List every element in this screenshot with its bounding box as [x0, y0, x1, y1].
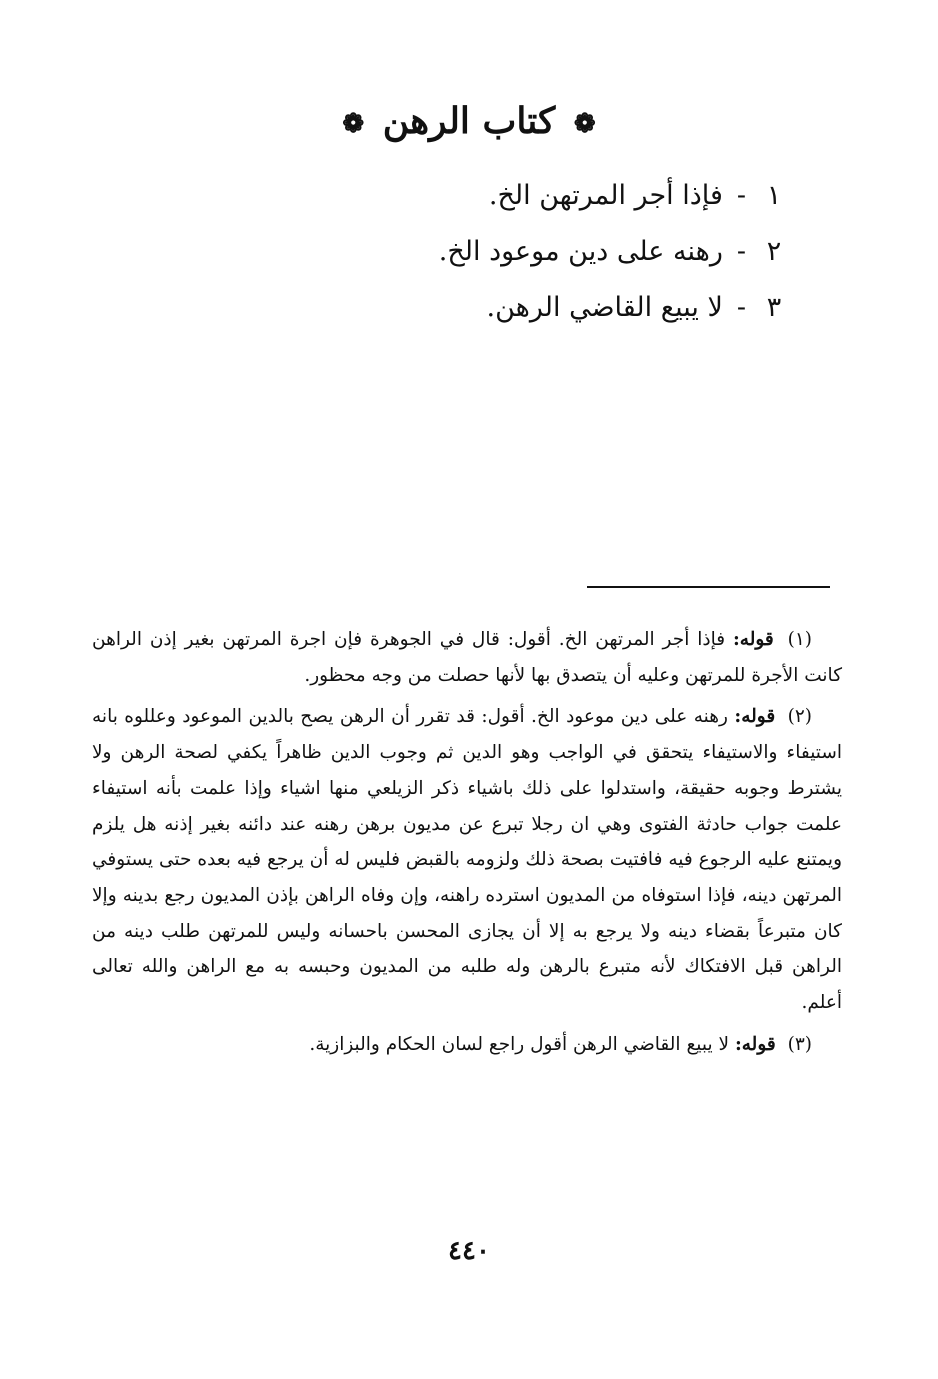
footnote-separator [587, 586, 830, 588]
chapter-title [0, 100, 938, 142]
footnote-number: (٣) [787, 1033, 812, 1055]
ornament-right-icon: ❁ [573, 109, 596, 139]
footnote-text: رهنه على دين موعود الخ. أقول: قد تقرر أن الرهن يصح بالدين الموعود وعللوه بانه استيفاء والاستيفاء يتحقق في الواجب وهو الدين ثم وجوب الدين ظاهراً يكفي لصحة الرهن ولا يشترط وجوبه حقيقة، واستدلوا على ذلك باشياء ذكر الزيلعي منها اشياء وإذا علمت بأنه استيفاء علمت جواب حادثة الفتوى وهي ان رجلا تبرع عن مديون برهن رهنه عند دائنه بغير إذنه هل يلزم ويمتنع عليه الرجوع فيه فافتيت بصحة ذلك ولزومه بالقبض فليس له أن يرجع فيه بعده حتى يستوفي المرتهن دينه، فإذا استوفاه من المديون استرده راهنه، وإن وفاه الراهن بإذن المديون رجع بدينه وإلا كان متبرعاً بقضاء دينه ولا يرجع به إلا أن يجازى المحسن باحسانه وليس للمرتهن طلب دينه من الراهن قبل الافتكاك لأنه متبرع بالرهن وله طلبه من المديون وحبسه به مع الراهن والله تعالى أعلم. [92, 706, 842, 1014]
topic-text: فإذا أجر المرتهن الخ. [488, 180, 723, 211]
topic-dash: - [736, 292, 746, 323]
footnotes [92, 622, 842, 1068]
ornament-left-icon: ❁ [342, 109, 365, 139]
page-number: ٤٤٠ [448, 1236, 490, 1266]
topic-text: لا يبيع القاضي الرهن. [486, 292, 723, 323]
topic-dash: - [736, 180, 746, 211]
topic-dash: - [736, 236, 746, 267]
topic-number: ٢ [766, 236, 782, 267]
footnote-lead: قوله: [734, 706, 776, 728]
footnote-lead: قوله: [734, 1033, 776, 1055]
topic-number: ١ [766, 180, 782, 211]
topic-item [439, 168, 788, 224]
topic-list [439, 168, 788, 336]
topic-text: رهنه على دين موعود الخ. [438, 236, 723, 267]
footnote-number: (٢) [787, 706, 813, 728]
footnote-number: (١) [787, 629, 812, 650]
topic-item [439, 224, 788, 280]
topic-item [439, 280, 788, 336]
footnote-text: لا يبيع القاضي الرهن أقول راجع لسان الحكام والبزازية. [309, 1033, 730, 1055]
topic-number: ٣ [766, 292, 782, 323]
footnote-text: فإذا أجر المرتهن الخ. أقول: قال في الجوهرة فإن اجرة المرتهن بغير إذن الراهن كانت الأجرة للمرتهن وعليه أن يتصدق بها لأنها حصلت من وجه محظور. [92, 629, 842, 686]
footnote [92, 622, 842, 693]
chapter-title-text: كتاب الرهن [382, 100, 556, 142]
footnote-lead: قوله: [732, 629, 774, 650]
footnote [92, 699, 842, 1020]
footnote [92, 1027, 842, 1063]
